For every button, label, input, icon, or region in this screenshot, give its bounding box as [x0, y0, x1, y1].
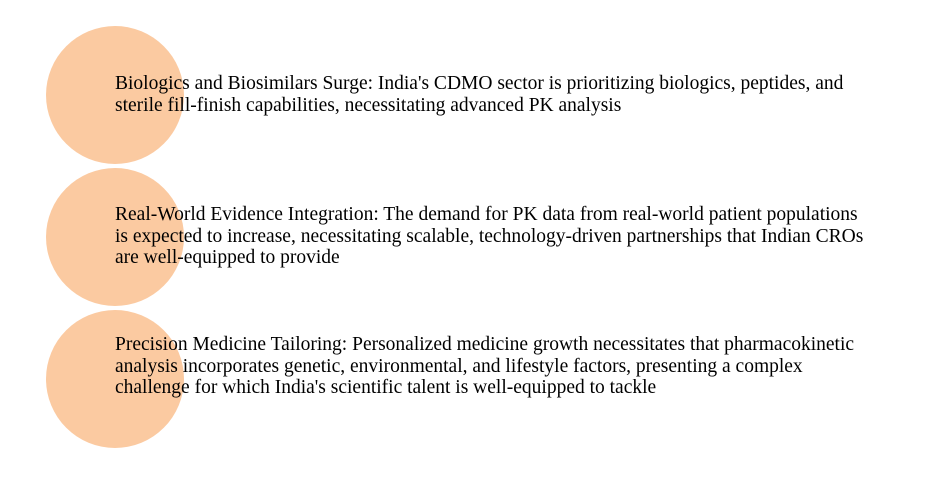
item-text-real-world-evidence: Real-World Evidence Integration: The demand for PK data from real-world patient populations is expected to increase, necessitating scalable, technology-driven partnerships that Indian CROs are well-equipped to provide — [115, 204, 864, 268]
item-text-biologics: Biologics and Biosimilars Surge: India's CDMO sector is prioritizing biologics, peptides, and sterile fill-finish capabilities, necessitating advanced PK analysis — [115, 73, 844, 116]
item-text-precision-medicine: Precision Medicine Tailoring: Personalized medicine growth necessitates that pharmacokinetic analysis incorporates genetic, environmental, and lifestyle factors, presenting a complex challenge for which India's scientific talent is well-equipped to tackle — [115, 334, 855, 398]
